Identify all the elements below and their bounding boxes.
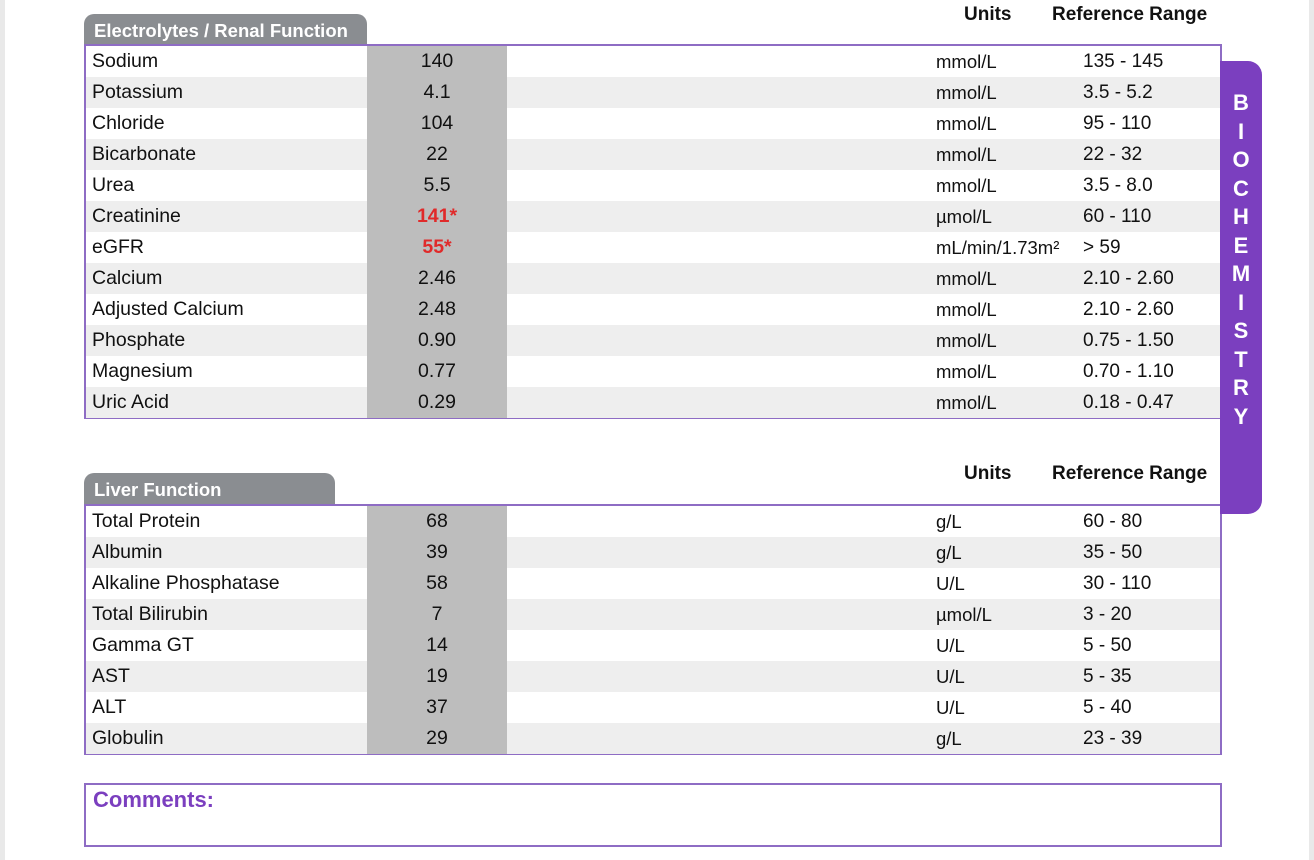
test-name: Total Bilirubin (92, 603, 208, 625)
unit: U/L (936, 573, 965, 594)
unit: U/L (936, 635, 965, 656)
reference-range: 23 - 39 (1083, 728, 1143, 749)
unit: U/L (936, 697, 965, 718)
table-row (86, 661, 1220, 692)
unit: mmol/L (936, 113, 997, 134)
units-header: Units (964, 463, 1012, 484)
side-banner-letter: E (1233, 232, 1249, 258)
unit: g/L (936, 728, 962, 749)
table-row (86, 387, 1220, 418)
result-value: 4.1 (423, 81, 451, 103)
test-name: eGFR (92, 236, 145, 258)
reference-range: 0.75 - 1.50 (1083, 330, 1174, 351)
reference-range: 60 - 80 (1083, 511, 1143, 532)
reference-range: 0.18 - 0.47 (1083, 392, 1174, 413)
result-value: 7 (431, 603, 443, 625)
result-value: 104 (420, 112, 454, 134)
table-row (86, 263, 1220, 294)
reference-range: 2.10 - 2.60 (1083, 268, 1174, 289)
page-edge-left (0, 0, 5, 860)
reference-range: 3 - 20 (1083, 604, 1132, 625)
table-row (86, 77, 1220, 108)
unit: µmol/L (936, 604, 992, 625)
comments-box (84, 783, 1222, 847)
section-tab-electrolytes: Electrolytes / Renal Function (84, 14, 367, 45)
side-banner-letter: R (1233, 375, 1249, 400)
result-value: 14 (426, 634, 448, 656)
side-banner-letter: I (1237, 289, 1245, 315)
side-banner-letter: C (1233, 175, 1249, 201)
unit: mmol/L (936, 299, 997, 320)
table-row (86, 356, 1220, 387)
unit: U/L (936, 666, 965, 687)
test-name: Chloride (92, 112, 165, 134)
table-row (86, 294, 1220, 325)
side-banner-letter: Y (1233, 403, 1249, 429)
result-value: 2.46 (418, 267, 456, 289)
unit: mmol/L (936, 392, 997, 413)
side-banner-letter: O (1232, 147, 1250, 172)
biochemistry-side-banner (1220, 61, 1262, 514)
comments-label: Comments: (93, 787, 215, 812)
unit: g/L (936, 511, 962, 532)
unit: µmol/L (936, 206, 992, 227)
test-name: Total Protein (92, 510, 201, 532)
result-value: 0.29 (418, 391, 456, 413)
table-row (86, 232, 1220, 263)
result-value-flagged: 55* (422, 236, 452, 258)
test-name: Gamma GT (92, 634, 194, 656)
reference-range: 60 - 110 (1083, 206, 1152, 227)
reference-range: 5 - 35 (1083, 666, 1132, 687)
table-row (86, 46, 1220, 77)
test-name: Potassium (92, 81, 184, 103)
unit: mmol/L (936, 144, 997, 165)
side-banner-letter: B (1233, 90, 1249, 115)
liver-table (84, 504, 1222, 755)
table-row (86, 170, 1220, 201)
unit: mmol/L (936, 268, 997, 289)
table-row (86, 723, 1220, 754)
table-row (86, 692, 1220, 723)
table-row (86, 139, 1220, 170)
test-name: Calcium (92, 267, 163, 289)
test-name: Albumin (92, 541, 163, 563)
table-row (86, 630, 1220, 661)
reference-range: 30 - 110 (1083, 573, 1152, 594)
table-row (86, 599, 1220, 630)
result-value: 22 (426, 143, 448, 165)
result-value: 68 (426, 510, 448, 532)
side-banner-letter: M (1231, 261, 1251, 286)
test-name: Globulin (92, 727, 164, 749)
table-row (86, 108, 1220, 139)
result-value: 0.90 (418, 329, 456, 351)
result-value: 58 (426, 572, 448, 594)
unit: mmol/L (936, 330, 997, 351)
reference-range: 0.70 - 1.10 (1083, 361, 1174, 382)
result-value: 140 (420, 50, 454, 72)
reference-range: 95 - 110 (1083, 113, 1152, 134)
test-name: Magnesium (92, 360, 193, 382)
test-name: Sodium (92, 50, 159, 72)
test-name: Uric Acid (92, 391, 169, 413)
table-row (86, 506, 1220, 537)
reference-range-header: Reference Range (1052, 463, 1208, 484)
unit: g/L (936, 542, 962, 563)
side-banner-letter: I (1237, 118, 1245, 144)
reference-range: 3.5 - 8.0 (1083, 175, 1153, 196)
result-value: 0.77 (418, 360, 456, 382)
table-row (86, 537, 1220, 568)
test-name: ALT (92, 696, 127, 718)
unit: mmol/L (936, 361, 997, 382)
test-name: Urea (92, 174, 135, 196)
result-value: 2.48 (418, 298, 456, 320)
side-banner-letter: S (1233, 318, 1249, 343)
reference-range-header: Reference Range (1052, 4, 1208, 25)
reference-range: 22 - 32 (1083, 144, 1143, 165)
table-row (86, 325, 1220, 356)
test-name: Adjusted Calcium (92, 298, 244, 320)
unit: mmol/L (936, 175, 997, 196)
unit: mmol/L (936, 51, 997, 72)
reference-range: 5 - 40 (1083, 697, 1132, 718)
test-name: Phosphate (92, 329, 186, 351)
test-name: Alkaline Phosphatase (92, 572, 280, 594)
table-row (86, 201, 1220, 232)
test-name: Bicarbonate (92, 143, 197, 165)
reference-range: 3.5 - 5.2 (1083, 82, 1153, 103)
result-value-flagged: 141* (416, 205, 458, 227)
reference-range: 35 - 50 (1083, 542, 1143, 563)
reference-range: 135 - 145 (1083, 51, 1164, 72)
electrolytes-table (84, 44, 1222, 419)
test-name: AST (92, 665, 130, 687)
reference-range: 2.10 - 2.60 (1083, 299, 1174, 320)
unit: mL/min/1.73m² (936, 237, 1060, 258)
side-banner-letter: H (1233, 204, 1249, 229)
result-value: 37 (426, 696, 448, 718)
page-edge-right (1309, 0, 1314, 860)
side-banner-letter: T (1234, 346, 1248, 372)
unit: mmol/L (936, 82, 997, 103)
units-header: Units (964, 4, 1012, 25)
result-value: 39 (426, 541, 448, 563)
section-tab-liver: Liver Function (84, 473, 335, 504)
result-value: 5.5 (423, 174, 451, 196)
result-value: 29 (426, 727, 448, 749)
table-row (86, 568, 1220, 599)
reference-range: > 59 (1083, 237, 1121, 258)
reference-range: 5 - 50 (1083, 635, 1132, 656)
test-name: Creatinine (92, 205, 181, 227)
result-value: 19 (426, 665, 448, 687)
